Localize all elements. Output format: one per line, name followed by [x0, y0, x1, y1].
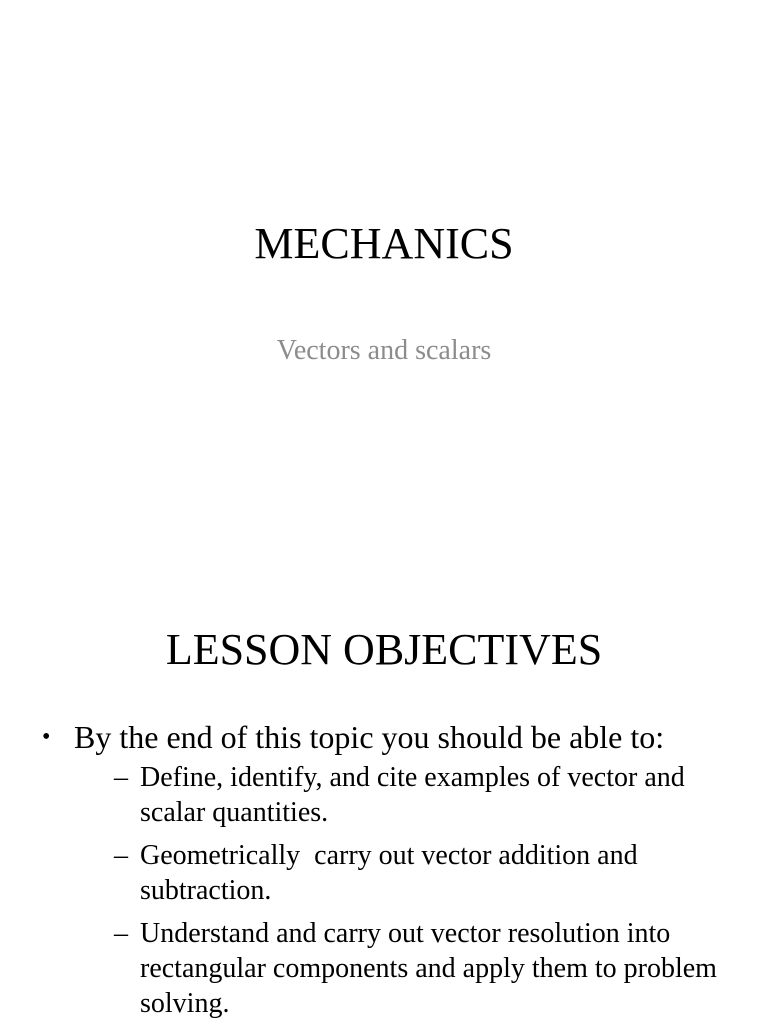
objectives-list	[42, 718, 742, 1029]
dash-icon: –	[114, 840, 128, 871]
objective-sublist	[74, 760, 742, 1021]
intro-text: By the end of this topic you should be able to:	[74, 719, 665, 755]
dash-icon: –	[114, 918, 128, 949]
objective-text: Understand and carry out vector resolution into rectangular components and apply them to problem solving.	[140, 918, 717, 1019]
objectives-slide	[0, 576, 768, 1024]
dash-icon: –	[114, 762, 128, 793]
intro-bullet	[42, 718, 742, 1021]
objective-item	[74, 838, 742, 908]
bullet-icon: •	[42, 724, 51, 750]
objective-text: Define, identify, and cite examples of vector and scalar quantities.	[140, 762, 685, 828]
objective-item	[74, 760, 742, 830]
objectives-title: LESSON OBJECTIVES	[165, 625, 603, 674]
slide-subtitle: Vectors and scalars	[276, 335, 492, 366]
objective-item	[74, 916, 742, 1021]
objective-text: Geometrically carry out vector addition and subtraction.	[140, 840, 645, 906]
slide-title: MECHANICS	[254, 219, 514, 268]
